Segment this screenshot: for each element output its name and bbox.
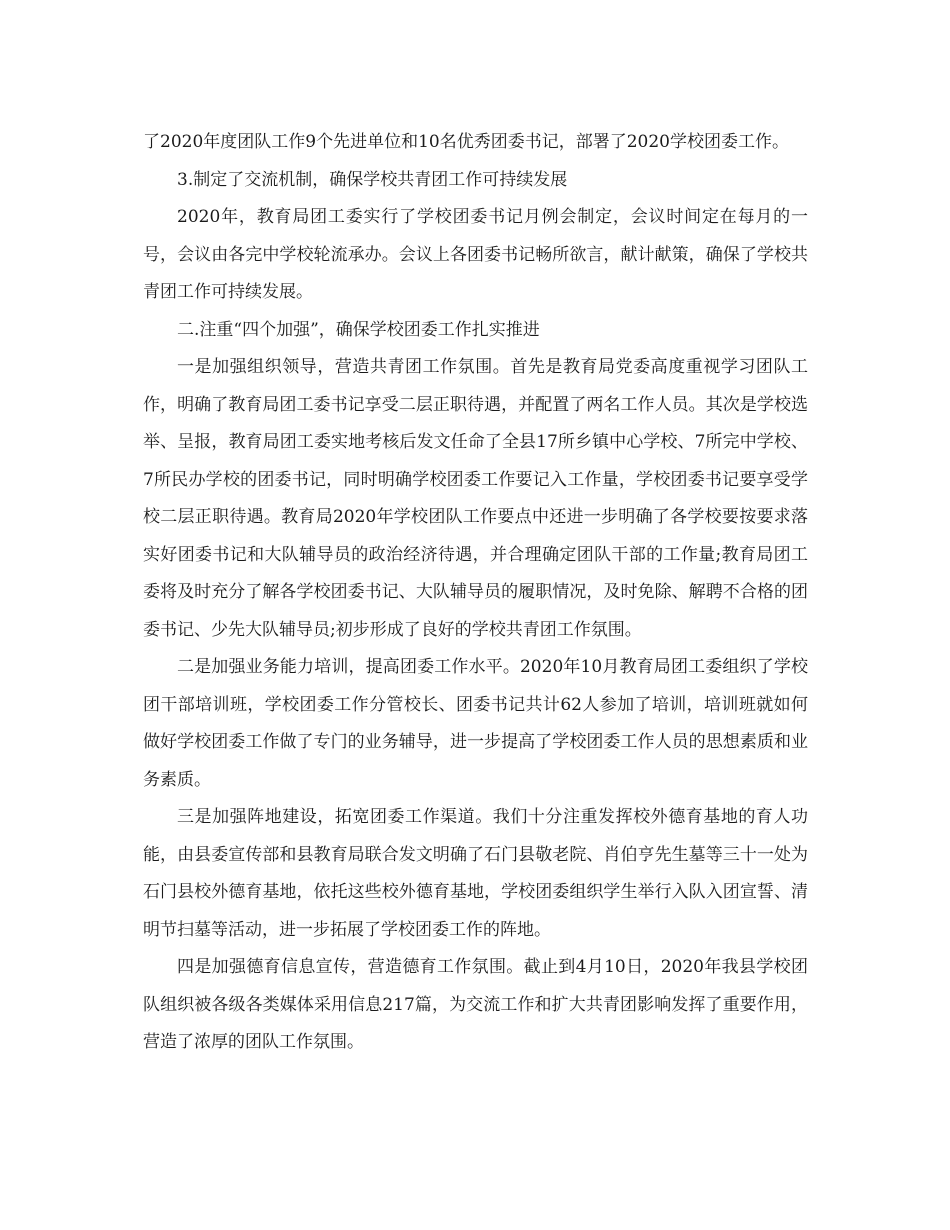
paragraph-information-publicity: 四是加强德育信息宣传，营造德育工作氛围。截止到4月10日，2020年我县学校团队组织被各级各类媒体采用信息217篇，为交流工作和扩大共青团影响发挥了重要作用，营造了浓厚的团队工作氛围。 (143, 957, 808, 1052)
paragraph-continuation: 了2020年度团队工作9个先进单位和10名优秀团委书记，部署了2020学校团委工作。 (143, 132, 789, 152)
paragraph-training: 二是加强业务能力培训，提高团委工作水平。2020年10月教育局团工委组织了学校团干部培训班，学校团委工作分管校长、团委书记共计62人参加了培训，培训班就如何做好学校团委工作做了专门的业务辅导，进一步提高了学校团委工作人员的思想素质和业务素质。 (143, 657, 808, 790)
paragraph-organization-leadership: 一是加强组织领导，营造共青团工作氛围。首先是教育局党委高度重视学习团队工作，明确了教育局团工委书记享受二层正职待遇，并配置了两名工作人员。其次是学校选举、呈报，教育局团工委实地考核后发文任命了全县17所乡镇中心学校、7所完中学校、7所民办学校的团委书记，同时明确学校团委工作要记入工作量，学校团委书记要享受学校二层正职待遇。教育局2020年学校团队工作要点中还进一步明确了各学校要按要求落实好团委书记和大队辅导员的政治经济待遇，并合理确定团队干部的工作量;教育局团工委将及时充分了解各学校团委书记、大队辅导员的履职情况，及时免除、解聘不合格的团委书记、少先大队辅导员;初步形成了良好的学校共青团工作氛围。 (143, 357, 808, 640)
document-body (143, 124, 808, 1062)
section-heading-exchange-mechanism: 3.制定了交流机制，确保学校共青团工作可持续发展 (177, 169, 568, 190)
paragraph-base-construction: 三是加强阵地建设，拓宽团委工作渠道。我们十分注重发挥校外德育基地的育人功能，由县委宣传部和县教育局联合发文明确了石门县敬老院、肖伯亨先生墓等三十一处为石门县校外德育基地，依托这些校外德育基地，学校团委组织学生举行入队入团宣誓、清明节扫墓等活动，进一步拓展了学校团委工作的阵地。 (143, 807, 808, 940)
section-heading-four-strengthenings: 二.注重“四个加强”，确保学校团委工作扎实推进 (177, 319, 540, 340)
paragraph-monthly-meeting: 2020年，教育局团工委实行了学校团委书记月例会制定，会议时间定在每月的一号，会议由各完中学校轮流承办。会议上各团委书记畅所欲言，献计献策，确保了学校共青团工作可持续发展。 (143, 207, 808, 302)
